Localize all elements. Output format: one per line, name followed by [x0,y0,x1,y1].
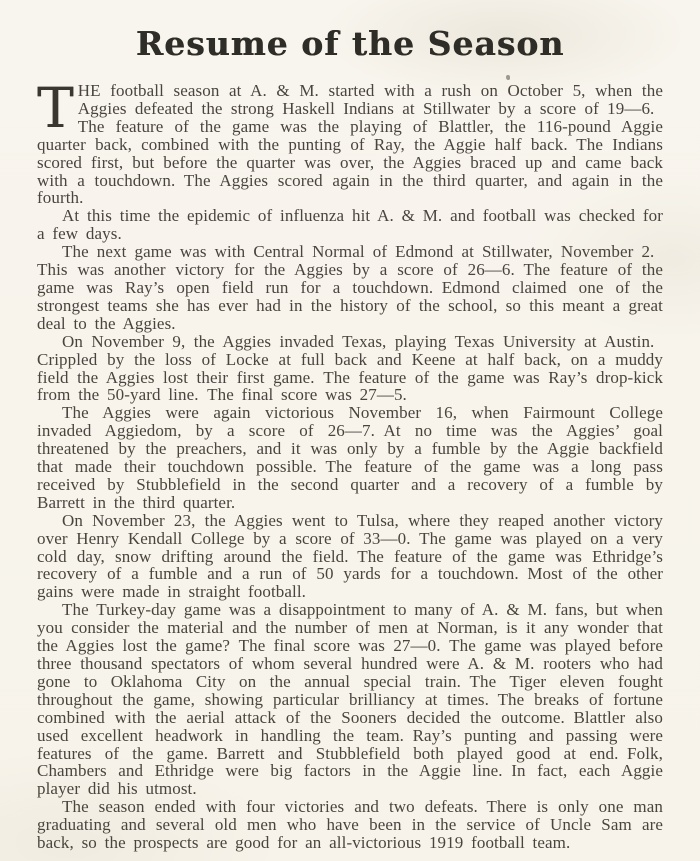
paragraph-edmond-game: The next game was with Central Normal of Edmond at Stillwater, November 2. This was another victory for the Aggies by a score of 26—6. The feature of the game was Ray’s open field run for a touchdown. Edmond claimed one of the strongest teams she has ever had in the history of the school, so this meant a great deal to the Aggies. [37,242,663,333]
paragraph-fairmount-game: The Aggies were again victorious November 16, when Fairmount College invaded Aggiedom, by a score of 26—7. At no time was the Aggies’ goal threatened by the preachers, and it was only by a fumble by the Aggie backfield that made their touchdown possible. The feature of the game was a long pass received by Stubblefield in the second quarter and a recovery of a fumble by Barrett in the third quarter. [37,403,663,512]
paragraph-texas-game: On November 9, the Aggies invaded Texas, playing Texas University at Austin. Crippled by the loss of Locke at full back and Keene at half back, on a muddy field the Aggies lost their first game. The feature of the game was Ray’s drop-kick from the 50-yard line. The final score was 27—5. [37,331,663,405]
article-body [37,76,663,853]
paragraph-influenza: At this time the epidemic of influenza hit A. & M. and football was checked for a few days. [37,206,663,244]
paragraph-season-summary: The season ended with four victories and two defeats. There is only one man graduating and several old men who have been in the service of Uncle Sam are back, so the prospects are good for an all-victorious 1919 football team. [37,797,663,853]
scan-artifact-speck [506,75,510,80]
opening-paragraph-text: HE football season at A. & M. started with a rush on October 5, when the Aggies defeated the strong Haskell Indians at Stillwater by a score of 19—6. The feature of the game was the playing of Blattler, the 116-pound Aggie quarter back, combined with the punting of Ray, the Aggie half back. The Indians scored first, but before the quarter was over, the Aggies braced up and came back with a touchdown. The Aggies scored again in the third quarter, and again in the fourth. [37,81,663,208]
drop-cap: T [37,76,74,140]
paragraph-turkey-day-game: The Turkey-day game was a disappointment to many of A. & M. fans, but when you consider the material and the number of men at Norman, is it any wonder that the Aggies lost the game? The final score was 27—0. The game was played before three thousand spectators of whom several hundred were A. & M. rooters who had gone to Oklahoma City on the annual special train. The Tiger eleven fought throughout the game, showing particular brilliancy at times. The breaks of fortune combined with the aerial attack of the Sooners decided the outcome. Blattler also used excellent headwork in handling the team. Ray’s punting and passing were features of the game. Barrett and Stubblefield both played good at end. Folk, Chambers and Ethridge were big factors in the Aggie line. In fact, each Aggie player did his utmost. [37,600,663,799]
opening-paragraph [37,76,663,208]
paragraph-tulsa-game: On November 23, the Aggies went to Tulsa, where they reaped another victory over Henry Kendall College by a score of 33—0. The game was played on a very cold day, snow drifting around the field. The feature of the game was Ethridge’s recovery of a fumble and a run of 50 yards for a touchdown. Most of the other gains were made in straight football. [37,510,663,602]
page-title: Resume of the Season [135,24,565,63]
